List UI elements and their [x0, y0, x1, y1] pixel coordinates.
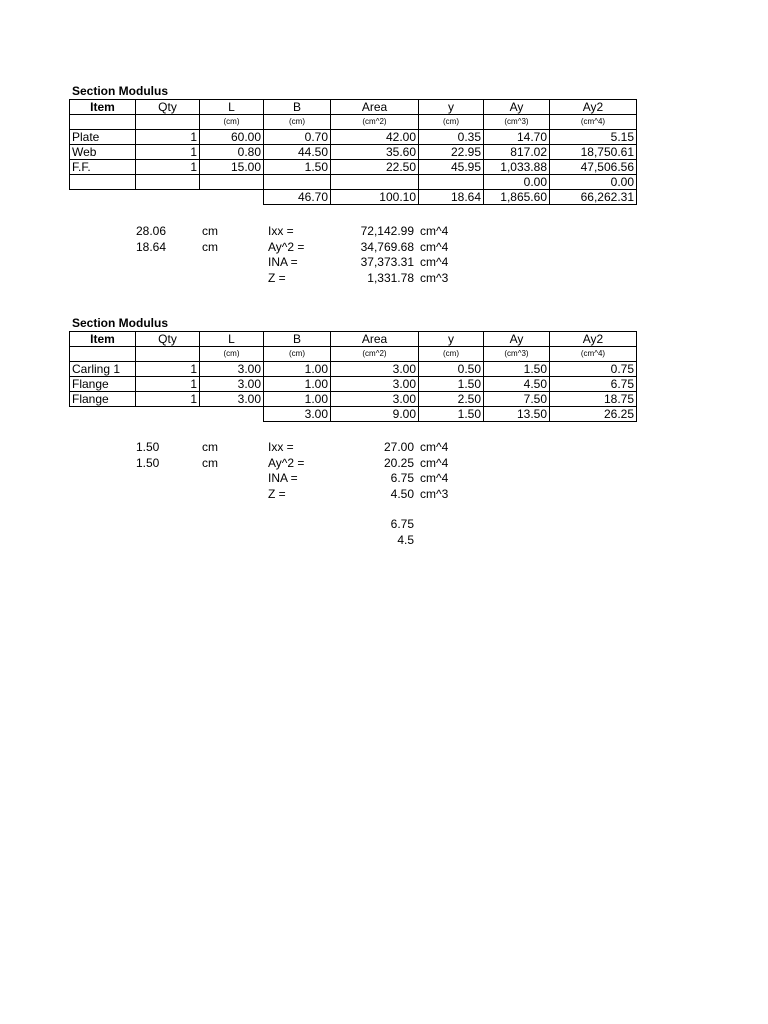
- cell-l: 3.00: [200, 392, 264, 407]
- table-row: [70, 377, 637, 392]
- col-header-item: Item: [70, 332, 136, 347]
- cell-area: 42.00: [331, 130, 419, 145]
- blank-cell: [200, 407, 264, 422]
- col-header-item: Item: [70, 100, 136, 115]
- cell-item: [70, 175, 136, 190]
- extra-value: 4.5: [397, 532, 414, 547]
- col-header-area: Area: [331, 332, 419, 347]
- calc-result: 34,769.68: [360, 239, 414, 254]
- calc-unit: cm: [202, 239, 218, 254]
- cell-qty: 1: [136, 160, 200, 175]
- totals-row: [70, 407, 637, 422]
- unit-cell: (cm^4): [550, 347, 637, 362]
- cell-ay2: 6.75: [550, 377, 637, 392]
- unit-cell: [70, 115, 136, 130]
- cell-ay: 7.50: [484, 392, 550, 407]
- cell-y: 45.95: [419, 160, 484, 175]
- cell-b: 44.50: [264, 145, 331, 160]
- cell-item: Carling 1: [70, 362, 136, 377]
- calc-result: 1,331.78: [367, 270, 414, 285]
- cell-item: Flange: [70, 377, 136, 392]
- blank-cell: [136, 407, 200, 422]
- cell-qty: [136, 175, 200, 190]
- cell-y: [419, 175, 484, 190]
- cell-b: 1.50: [264, 160, 331, 175]
- cell-b: [264, 175, 331, 190]
- cell-b: 1.00: [264, 362, 331, 377]
- table-row: [70, 175, 637, 190]
- calc-result-unit: cm^4: [420, 224, 449, 238]
- units-row: [70, 115, 637, 130]
- section-modulus-table-1: [69, 84, 637, 205]
- cell-qty: 1: [136, 130, 200, 145]
- cell-ay: 14.70: [484, 130, 550, 145]
- total-ay2: 26.25: [550, 407, 637, 422]
- units-row: [70, 347, 637, 362]
- calc-label: Ixx =: [268, 224, 294, 238]
- calc-row: [0, 487, 768, 503]
- totals-row: [70, 190, 637, 205]
- header-row: [70, 332, 637, 347]
- calc-row: [0, 471, 768, 487]
- calc-row: [0, 224, 768, 240]
- blank-cell: [70, 407, 136, 422]
- calc-result-unit: cm^3: [420, 486, 449, 501]
- cell-item: Plate: [70, 130, 136, 145]
- calc-label: Z =: [268, 270, 286, 285]
- cell-l: 60.00: [200, 130, 264, 145]
- cell-item: Flange: [70, 392, 136, 407]
- cell-ay: 1.50: [484, 362, 550, 377]
- cell-y: 2.50: [419, 392, 484, 407]
- unit-cell: (cm): [200, 115, 264, 130]
- cell-l: 3.00: [200, 362, 264, 377]
- unit-cell: (cm): [419, 115, 484, 130]
- col-header-l: L: [200, 100, 264, 115]
- col-header-qty: Qty: [136, 332, 200, 347]
- calc-result: 4.50: [390, 486, 414, 501]
- cell-qty: 1: [136, 377, 200, 392]
- calc-result-unit: cm^3: [420, 270, 449, 285]
- cell-qty: 1: [136, 392, 200, 407]
- unit-cell: (cm^4): [550, 115, 637, 130]
- col-header-ay: Ay: [484, 332, 550, 347]
- calc-unit: cm: [202, 440, 218, 454]
- unit-cell: (cm^2): [331, 115, 419, 130]
- calc-result-unit: cm^4: [420, 455, 449, 470]
- calc-value: 1.50: [136, 440, 160, 454]
- extra-values: [334, 517, 414, 548]
- total-ay: 1,865.60: [484, 190, 550, 205]
- calc-row: [0, 456, 768, 472]
- unit-cell: (cm): [264, 115, 331, 130]
- section-table: [69, 331, 637, 422]
- col-header-area: Area: [331, 100, 419, 115]
- col-header-qty: Qty: [136, 100, 200, 115]
- calc-label: INA =: [268, 255, 298, 269]
- blank-cell: [200, 190, 264, 205]
- calc-result-unit: cm^4: [420, 255, 449, 269]
- total-area: 9.00: [331, 407, 419, 422]
- col-header-ay: Ay: [484, 100, 550, 115]
- calc-result-unit: cm^4: [420, 471, 449, 485]
- col-header-l: L: [200, 332, 264, 347]
- col-header-y: y: [419, 100, 484, 115]
- col-header-b: B: [264, 332, 331, 347]
- cell-y: 22.95: [419, 145, 484, 160]
- calc-value: 1.50: [136, 455, 160, 470]
- cell-qty: 1: [136, 145, 200, 160]
- calc-label: Ixx =: [268, 440, 294, 454]
- col-header-ay2: Ay2: [550, 332, 637, 347]
- calc-row: [0, 240, 768, 256]
- unit-cell: (cm^3): [484, 347, 550, 362]
- unit-cell: [70, 347, 136, 362]
- total-y: 1.50: [419, 407, 484, 422]
- unit-cell: (cm): [200, 347, 264, 362]
- calc-value: 18.64: [136, 239, 167, 254]
- total-ay2: 66,262.31: [550, 190, 637, 205]
- section-title: Section Modulus: [72, 84, 168, 98]
- cell-y: 0.50: [419, 362, 484, 377]
- calc-label: Ay^2 =: [268, 455, 305, 470]
- table-row: [70, 362, 637, 377]
- col-header-ay2: Ay2: [550, 100, 637, 115]
- extra-value: 6.75: [390, 517, 414, 531]
- section-title: Section Modulus: [72, 316, 168, 330]
- col-header-b: B: [264, 100, 331, 115]
- cell-l: 3.00: [200, 377, 264, 392]
- calc-row: [0, 271, 768, 287]
- unit-cell: (cm^2): [331, 347, 419, 362]
- total-b: 46.70: [264, 190, 331, 205]
- cell-area: 22.50: [331, 160, 419, 175]
- unit-cell: (cm^3): [484, 115, 550, 130]
- cell-l: [200, 175, 264, 190]
- calc-block-2: [0, 440, 768, 502]
- calc-result: 20.25: [383, 455, 414, 470]
- calc-block-1: [0, 224, 768, 286]
- total-ay: 13.50: [484, 407, 550, 422]
- cell-item: F.F.: [70, 160, 136, 175]
- blank-cell: [136, 190, 200, 205]
- blank-cell: [70, 190, 136, 205]
- calc-label: Ay^2 =: [268, 239, 305, 254]
- calc-result: 37,373.31: [360, 255, 414, 269]
- cell-qty: 1: [136, 362, 200, 377]
- calc-result: 72,142.99: [360, 224, 414, 238]
- calc-row: [0, 440, 768, 456]
- table-row: [70, 392, 637, 407]
- table-row: [70, 145, 637, 160]
- header-row: [70, 100, 637, 115]
- cell-area: [331, 175, 419, 190]
- unit-cell: [136, 347, 200, 362]
- cell-area: 35.60: [331, 145, 419, 160]
- cell-ay: 1,033.88: [484, 160, 550, 175]
- cell-item: Web: [70, 145, 136, 160]
- calc-result: 27.00: [383, 440, 414, 454]
- cell-ay2: 47,506.56: [550, 160, 637, 175]
- cell-b: 0.70: [264, 130, 331, 145]
- calc-result-unit: cm^4: [420, 239, 449, 254]
- calc-label: INA =: [268, 471, 298, 485]
- table-row: [70, 160, 637, 175]
- cell-y: 0.35: [419, 130, 484, 145]
- cell-ay: 817.02: [484, 145, 550, 160]
- cell-ay: 4.50: [484, 377, 550, 392]
- cell-area: 3.00: [331, 377, 419, 392]
- cell-ay2: 18,750.61: [550, 145, 637, 160]
- table-row: [70, 130, 637, 145]
- cell-ay2: 5.15: [550, 130, 637, 145]
- calc-result-unit: cm^4: [420, 440, 449, 454]
- calc-value: 28.06: [136, 224, 167, 238]
- col-header-y: y: [419, 332, 484, 347]
- cell-l: 15.00: [200, 160, 264, 175]
- total-y: 18.64: [419, 190, 484, 205]
- cell-area: 3.00: [331, 392, 419, 407]
- cell-b: 1.00: [264, 392, 331, 407]
- cell-ay2: 0.00: [550, 175, 637, 190]
- cell-area: 3.00: [331, 362, 419, 377]
- calc-row: [0, 255, 768, 271]
- cell-ay: 0.00: [484, 175, 550, 190]
- calc-unit: cm: [202, 455, 218, 470]
- cell-ay2: 0.75: [550, 362, 637, 377]
- cell-ay2: 18.75: [550, 392, 637, 407]
- calc-label: Z =: [268, 486, 286, 501]
- total-area: 100.10: [331, 190, 419, 205]
- total-b: 3.00: [264, 407, 331, 422]
- unit-cell: (cm): [419, 347, 484, 362]
- section-table: [69, 99, 637, 205]
- calc-result: 6.75: [390, 471, 414, 485]
- cell-l: 0.80: [200, 145, 264, 160]
- unit-cell: [136, 115, 200, 130]
- unit-cell: (cm): [264, 347, 331, 362]
- cell-b: 1.00: [264, 377, 331, 392]
- section-modulus-table-2: [69, 316, 637, 422]
- cell-y: 1.50: [419, 377, 484, 392]
- calc-unit: cm: [202, 224, 218, 238]
